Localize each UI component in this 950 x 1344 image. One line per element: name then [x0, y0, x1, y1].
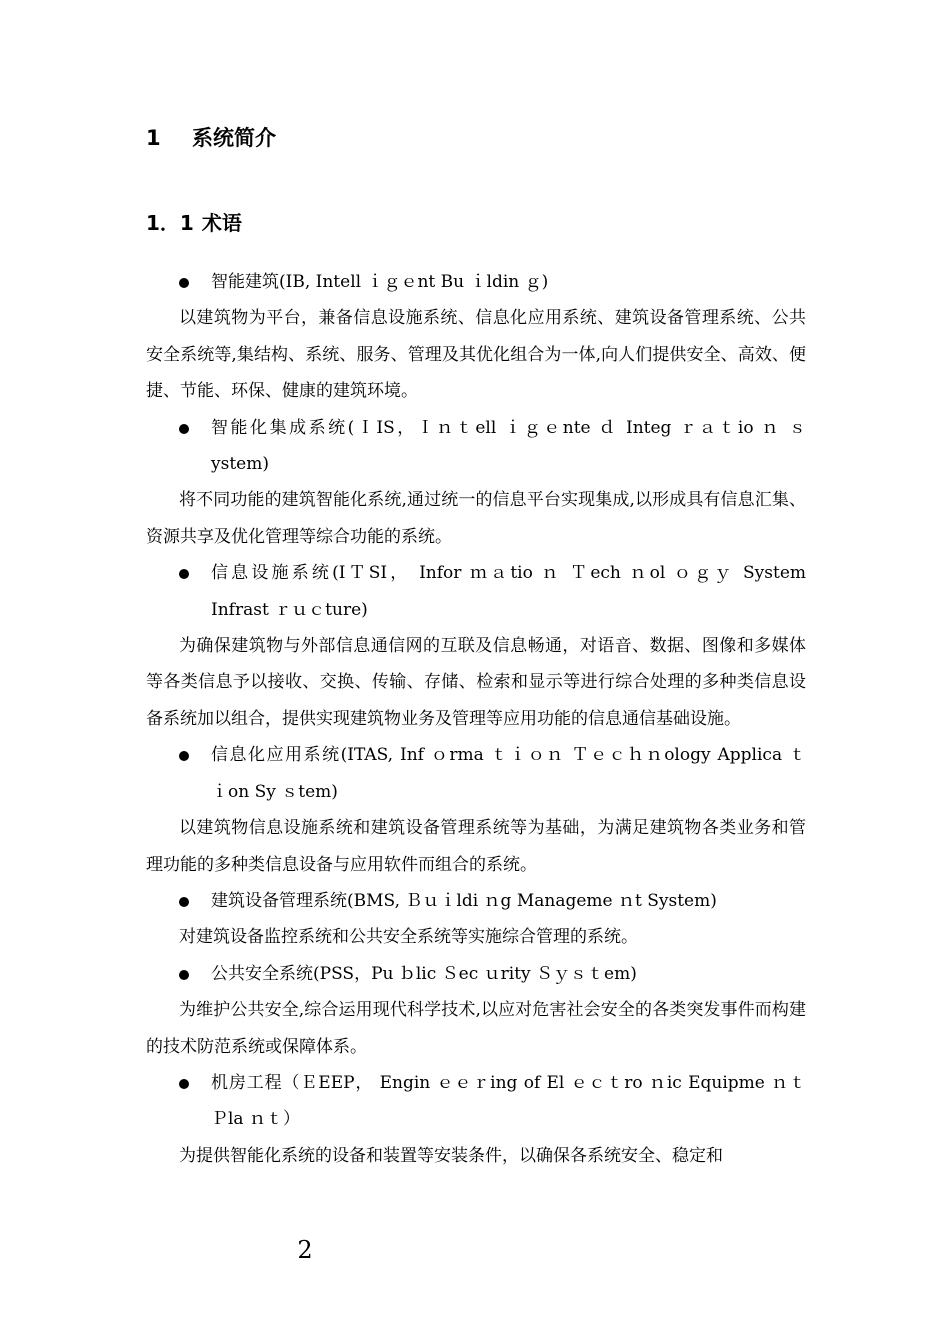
term-name: 机房工程（ＥEEP， Engin ｅｅｒing of El ｅｃｔro ｎic Equipme ｎｔ — [211, 1072, 806, 1093]
term-bullet — [146, 264, 806, 300]
term-name-continued: Infrast ｒｕｃture) — [211, 599, 368, 620]
term-name: 信息化应用系统(ITAS, Inf ｏrma ｔｉｏｎ Ｔｅｃｈｎology Applica ｔ — [211, 745, 806, 766]
term-name-continued: Ｐla ｎｔ） — [211, 1109, 300, 1130]
section-title: 系统简介 — [192, 126, 276, 150]
term-bullet — [146, 737, 806, 810]
page-number: 2 — [297, 1236, 313, 1264]
term-name-continued: ystem) — [211, 454, 269, 475]
term-bullet — [146, 956, 806, 992]
term-description: 以建筑物为平台，兼备信息设施系统、信息化应用系统、建筑设备管理系统、公共安全系统等,集结构、系统、服务、管理及其优化组合为一体,向人们提供安全、高效、便捷、节能、环保、健康的建筑环境。 — [146, 308, 806, 402]
term-bullet — [146, 410, 806, 483]
section-number: 1 — [146, 126, 161, 150]
term-bullet — [146, 883, 806, 919]
section-heading — [146, 122, 276, 152]
term-name: 公共安全系统(PSS，Pu ｂlic Ｓec ｕrity Ｓｙｓｔem) — [211, 963, 637, 984]
term-name: 建筑设备管理系统(BMS, Ｂｕｉldi ｎg Manageme ｎt System) — [211, 890, 717, 911]
term-name: 智能建筑(IB, Intell ｉｇｅnt Bu ｉldin ｇ) — [211, 272, 549, 292]
subsection-number: 1．1 — [146, 211, 194, 235]
term-bullet — [146, 555, 806, 628]
term-description: 将不同功能的建筑智能化系统,通过统一的信息平台实现集成,以形成具有信息汇集、资源共享及优化管理等综合功能的系统。 — [146, 490, 806, 547]
term-description: 为确保建筑物与外部信息通信网的互联及信息畅通，对语音、数据、图像和多媒体等各类信息予以接收、交换、传输、存储、检索和显示等进行综合处理的多种类信息设备系统加以组合，提供实现建筑物业务及管理等应用功能的信息通信基础设施。 — [146, 636, 806, 729]
term-description: 为维护公共安全,综合运用现代科学技术,以应对危害社会安全的各类突发事件而构建的技术防范系统或保障体系。 — [146, 1000, 806, 1057]
term-description: 为提供智能化系统的设备和装置等安装条件，以确保各系统安全、稳定和 — [179, 1145, 723, 1166]
term-name: 智能化集成系统(ＩIS，Ｉｎｔell ｉｇｅnte ｄ Integ ｒａｔio ｎ ｓ — [211, 417, 806, 438]
term-description: 以建筑物信息设施系统和建筑设备管理系统等为基础，为满足建筑物各类业务和管理功能的多种类信息设备与应用软件而组合的系统。 — [146, 818, 806, 875]
subsection-title: 术语 — [201, 211, 242, 235]
term-name: 信息设施系统(IＴSI， Infor ｍａtio ｎ Ｔech ｎol ｏｇｙ System — [211, 563, 806, 584]
term-bullet — [146, 1065, 806, 1138]
term-name-continued: ｉon Sy ｓtem) — [211, 781, 338, 802]
subsection-heading — [146, 207, 242, 236]
term-description: 对建筑设备监控系统和公共安全系统等实施综合管理的系统。 — [179, 927, 638, 948]
terms-list — [146, 264, 806, 1174]
